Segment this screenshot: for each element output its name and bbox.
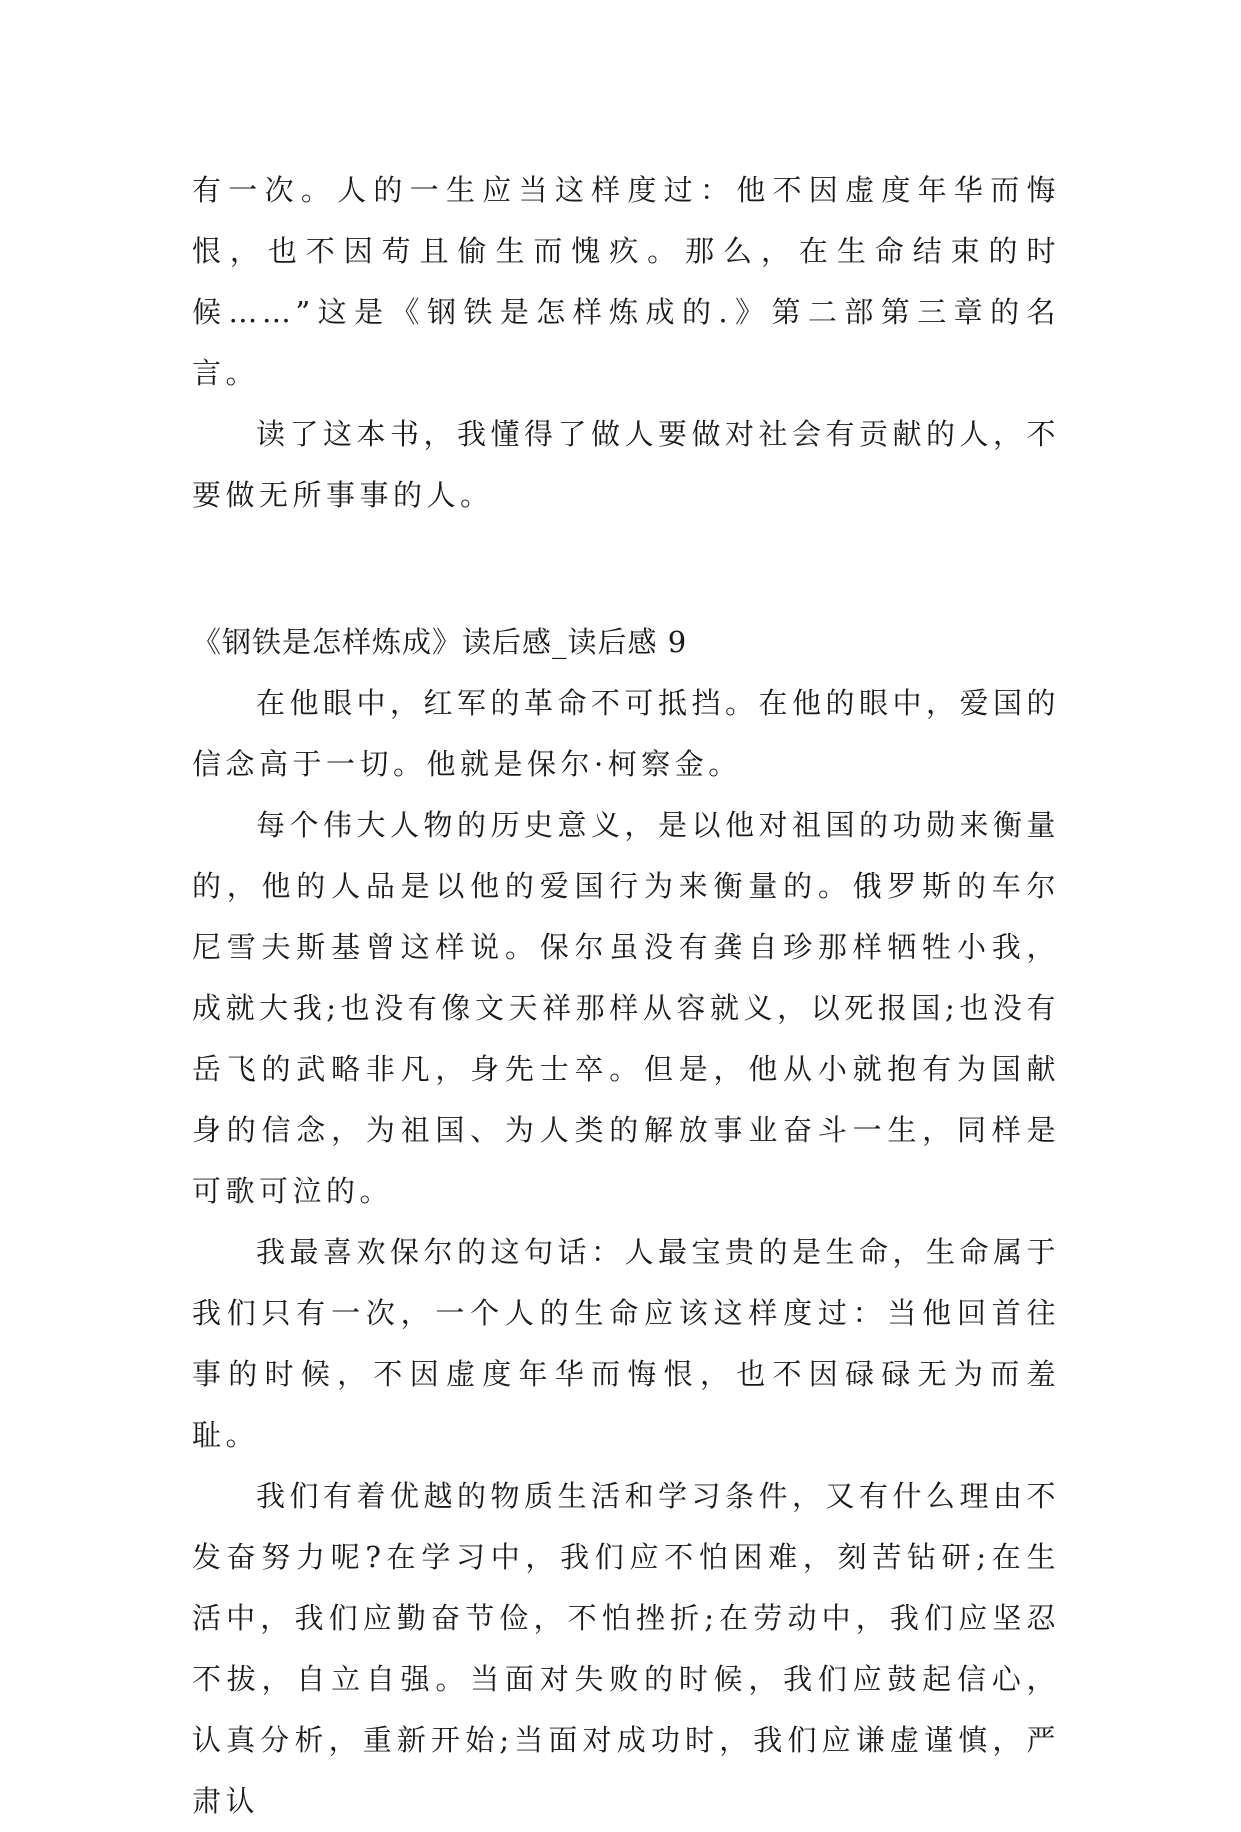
- body-paragraph: 每个伟大人物的历史意义，是以他对祖国的功勋来衡量的，他的人品是以他的爱国行为来衡量的。俄罗斯的车尔尼雪夫斯基曾这样说。保尔虽没有龚自珍那样牺牲小我，成就大我;也没有像文天祥那样从容就义，以死报国;也没有岳飞的武略非凡，身先士卒。但是，他从小就抱有为国献身的信念，为祖国、为人类的解放事业奋斗一生，同样是可歌可泣的。: [192, 808, 1061, 1208]
- body-paragraph: 我最喜欢保尔的这句话：人最宝贵的是生命，生命属于我们只有一次，一个人的生命应该这样度过：当他回首往事的时候，不因虚度年华而悔恨，也不因碌碌无为而羞耻。: [192, 1235, 1061, 1452]
- body-paragraph: 在他眼中，红军的革命不可抵挡。在他的眼中，爱国的信念高于一切。他就是保尔·柯察金。: [192, 686, 1061, 781]
- section-spacer: [192, 526, 1060, 612]
- document-page: [192, 160, 1060, 1832]
- body-paragraph: 有一次。人的一生应当这样度过：他不因虚度年华而悔恨，也不因苟且偷生而愧疚。那么，在生命结束的时候……”这是《钢铁是怎样炼成的.》第二部第三章的名言。: [192, 173, 1060, 390]
- body-paragraph: 读了这本书，我懂得了做人要做对社会有贡献的人，不要做无所事事的人。: [192, 417, 1061, 512]
- body-paragraph: 我们有着优越的物质生活和学习条件，又有什么理由不发奋努力呢?在学习中，我们应不怕困难，刻苦钻研;在生活中，我们应勤奋节俭，不怕挫折;在劳动中，我们应坚忍不拔，自立自强。当面对失败的时候，我们应鼓起信心，认真分析，重新开始;当面对成功时，我们应谦虚谨慎，严肃认: [192, 1479, 1061, 1818]
- section-heading: 《钢铁是怎样炼成》读后感_读后感 9: [192, 625, 688, 659]
